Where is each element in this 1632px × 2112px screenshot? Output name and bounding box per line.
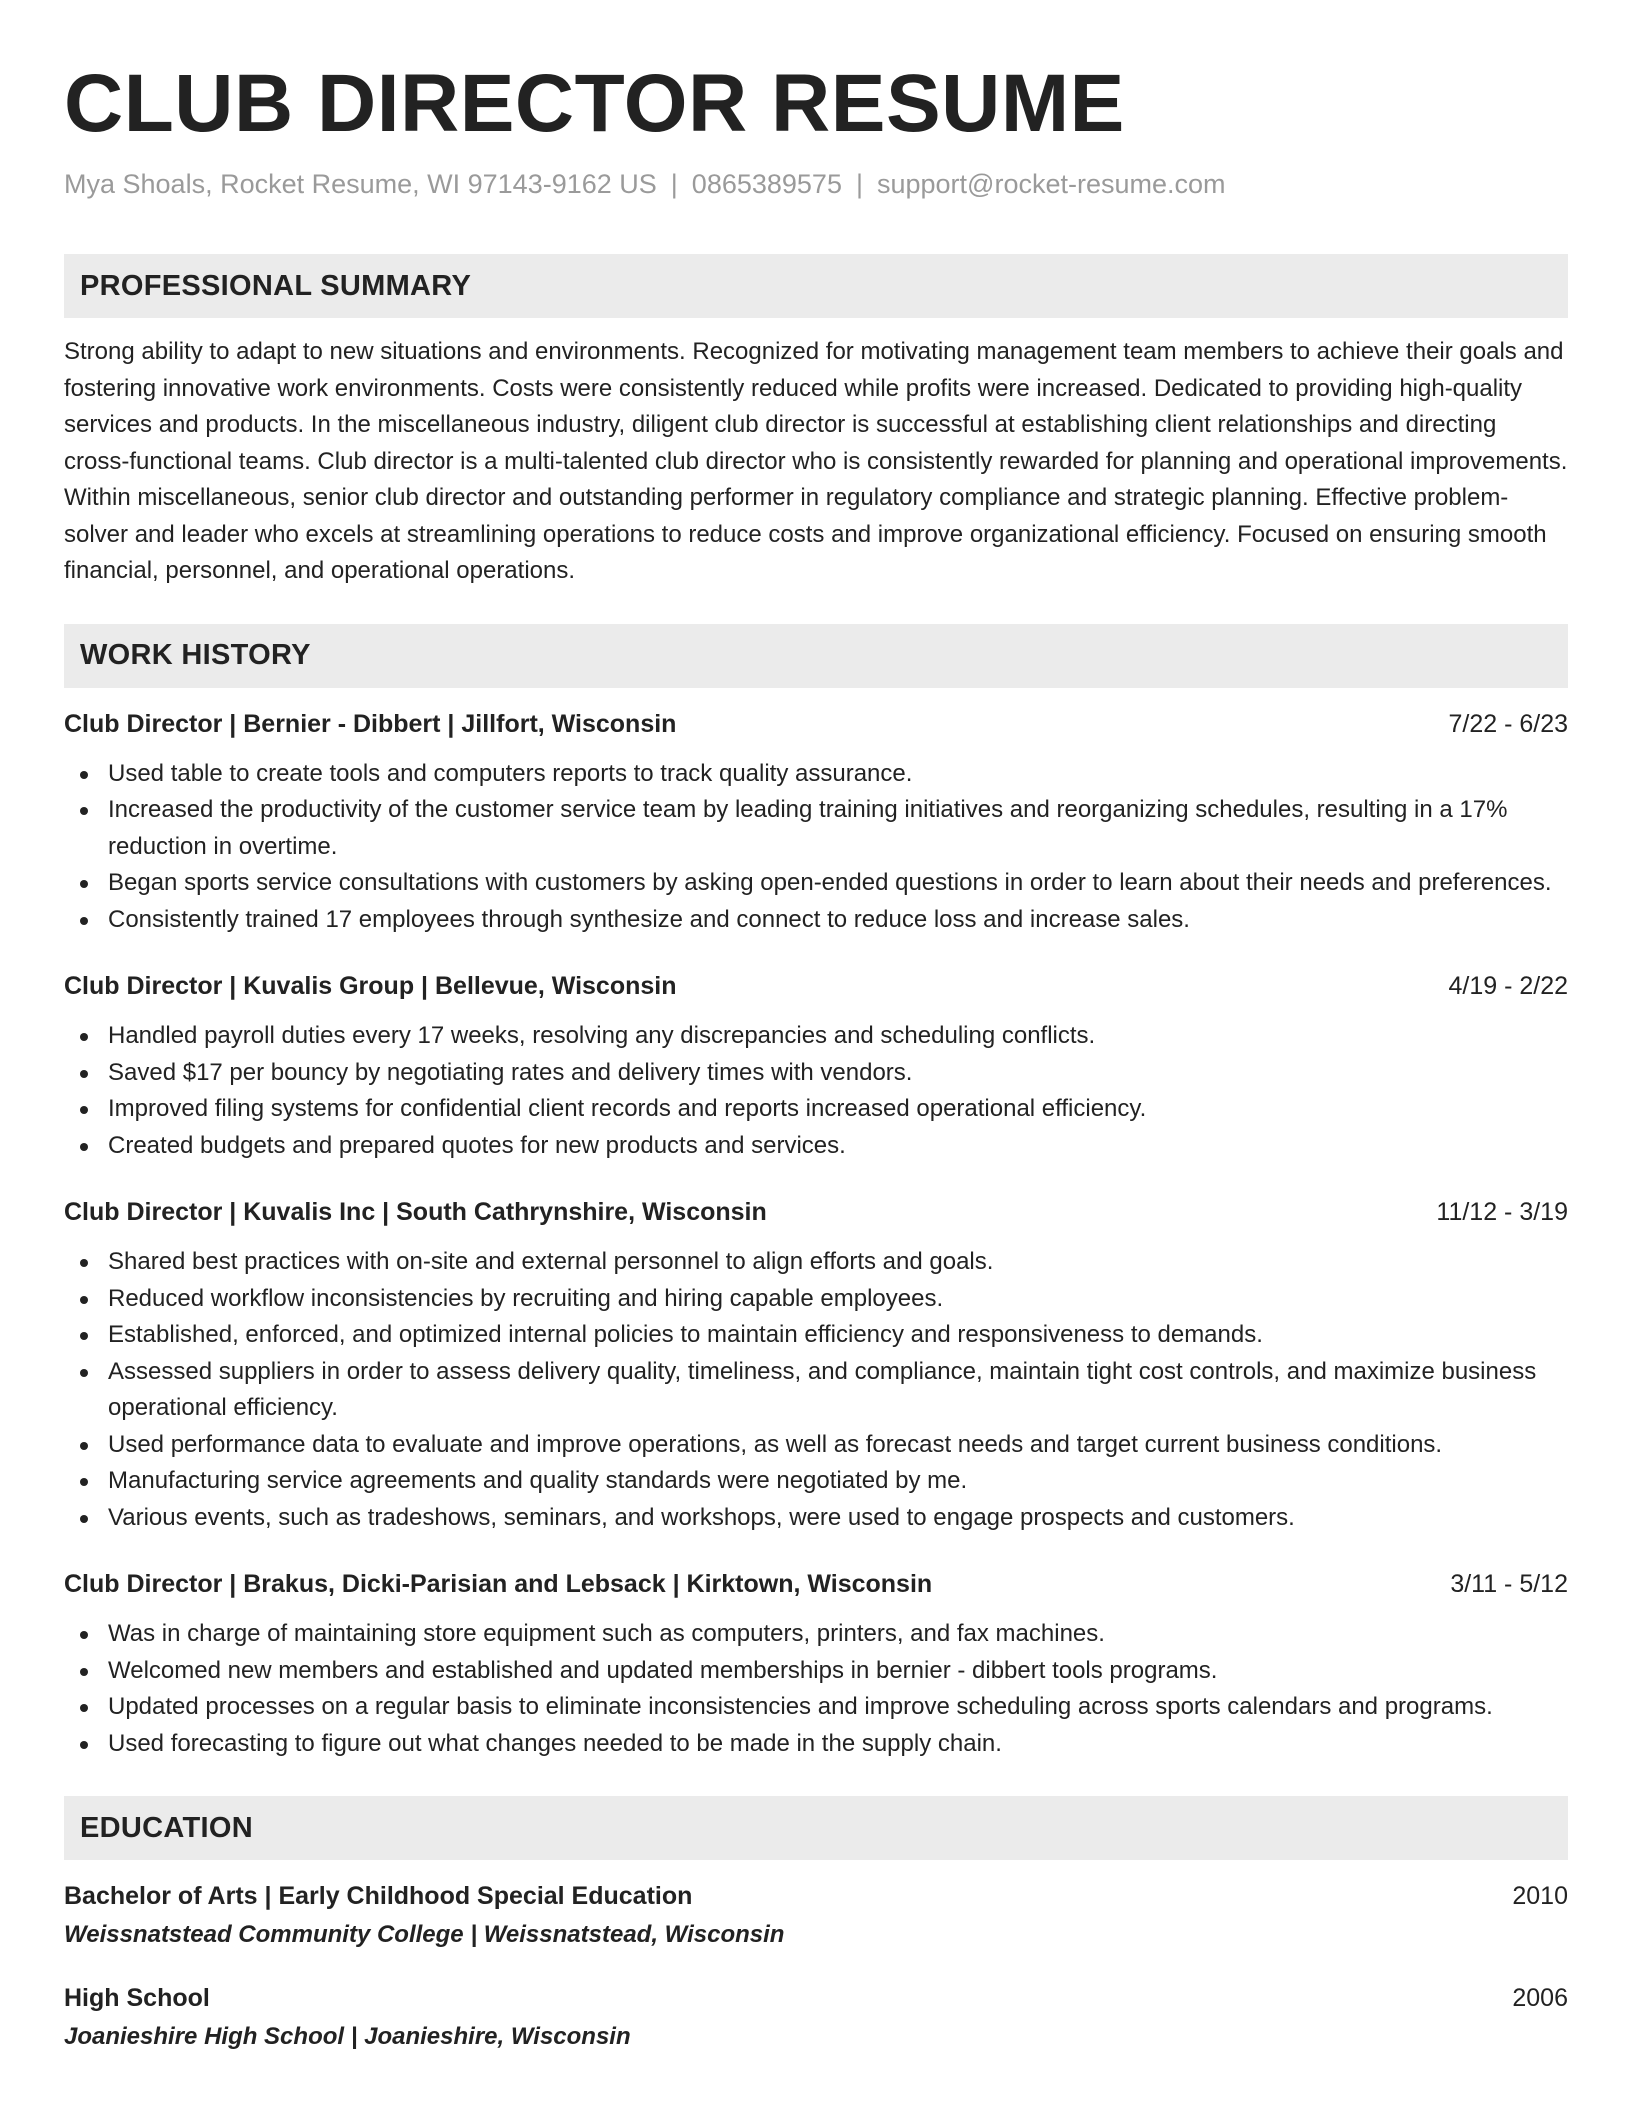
job-bullet: Assessed suppliers in order to assess delivery quality, timeliness, and compliance, maintain tight cost controls, and maximize business operational efficiency. [64, 1354, 1568, 1427]
job-header [64, 706, 1568, 742]
job-bullet: Established, enforced, and optimized internal policies to maintain efficiency and responsiveness to demands. [64, 1317, 1568, 1354]
job-bullet: Saved $17 per bouncy by negotiating rates and delivery times with vendors. [64, 1055, 1568, 1092]
contact-separator: | [855, 169, 863, 199]
job-dates: 7/22 - 6/23 [1448, 709, 1568, 738]
job-bullet: Consistently trained 17 employees through synthesize and connect to reduce loss and increase sales. [64, 902, 1568, 939]
job-bullets [64, 1244, 1568, 1536]
job-dates: 4/19 - 2/22 [1448, 972, 1568, 1000]
job-title: Club Director | Bernier - Dibbert | Jillfort, Wisconsin [64, 709, 677, 738]
job-dates: 11/12 - 3/19 [1436, 1198, 1568, 1226]
job-bullet: Reduced workflow inconsistencies by recruiting and hiring capable employees. [64, 1281, 1568, 1318]
job-bullet: Improved filing systems for confidential client records and reports increased operational efficiency. [64, 1091, 1568, 1128]
contact-address: Mya Shoals, Rocket Resume, WI 97143-9162 US [64, 169, 657, 199]
job-bullet: Used forecasting to figure out what changes needed to be made in the supply chain. [64, 1726, 1568, 1763]
job-bullet: Updated processes on a regular basis to eliminate inconsistencies and improve scheduling across sports calendars and programs. [64, 1689, 1568, 1726]
summary-text: Strong ability to adapt to new situations and environments. Recognized for motivating management team members to achieve their goals and fostering innovative work environments. Costs were consistently reduced while profits were increased. Dedicated to providing high-quality services and products. In the miscellaneous industry, diligent club director is successful at establishing client relationships and directing cross-functional teams. Club director is a multi-talented club director who is consistently rewarded for planning and operational improvements. Within miscellaneous, senior club director and outstanding performer in regulatory compliance and strategic planning. Effective problem-solver and leader who excels at streamlining operations to reduce costs and improve organizational efficiency. Focused on ensuring smooth financial, personnel, and operational operations. [64, 338, 1568, 584]
contact-phone: 0865389575 [691, 169, 842, 199]
job-bullets [64, 1018, 1568, 1164]
job-bullet: Created budgets and prepared quotes for new products and services. [64, 1128, 1568, 1165]
job-bullet: Began sports service consultations with customers by asking open-ended questions in order to learn about their needs and preferences. [64, 865, 1568, 902]
education-header [64, 1878, 1568, 1914]
section-heading-education: EDUCATION [64, 1796, 1568, 1860]
job-bullet: Various events, such as tradeshows, seminars, and workshops, were used to engage prospects and customers. [64, 1500, 1568, 1537]
section-heading-work-history: WORK HISTORY [64, 624, 1568, 688]
job-bullet: Increased the productivity of the customer service team by leading training initiatives and reorganizing schedules, resulting in a 17% reduction in overtime. [64, 792, 1568, 865]
job-bullet: Used performance data to evaluate and improve operations, as well as forecast needs and target current business conditions. [64, 1427, 1568, 1464]
job-header [64, 1566, 1568, 1602]
job-bullet: Shared best practices with on-site and external personnel to align efforts and goals. [64, 1244, 1568, 1281]
education-school: Weissnatstead Community College | Weissnatstead, Wisconsin [64, 1921, 785, 1948]
job-bullets [64, 1616, 1568, 1762]
job-bullet: Welcomed new members and established and updated memberships in bernier - dibbert tools programs. [64, 1653, 1568, 1690]
education-entry [64, 1980, 1568, 2054]
job-header [64, 1194, 1568, 1230]
education-degree: Bachelor of Arts | Early Childhood Special Education [64, 1882, 693, 1910]
job-title: Club Director | Kuvalis Group | Bellevue, Wisconsin [64, 972, 677, 1000]
section-heading-summary: PROFESSIONAL SUMMARY [64, 254, 1568, 318]
job-title: Club Director | Brakus, Dicki-Parisian and Lebsack | Kirktown, Wisconsin [64, 1570, 933, 1598]
contact-line [64, 166, 1568, 202]
job-header [64, 968, 1568, 1004]
contact-separator: | [670, 169, 678, 199]
job-bullet: Handled payroll duties every 17 weeks, resolving any discrepancies and scheduling conflicts. [64, 1018, 1568, 1055]
job-dates: 3/11 - 5/12 [1450, 1570, 1568, 1598]
education-year: 2006 [1512, 1984, 1568, 2012]
education-school: Joanieshire High School | Joanieshire, Wisconsin [64, 2023, 631, 2050]
education-degree: High School [64, 1984, 210, 2012]
job-bullet: Manufacturing service agreements and quality standards were negotiated by me. [64, 1463, 1568, 1500]
education-header [64, 1980, 1568, 2016]
education-year: 2010 [1512, 1882, 1568, 1910]
job-entry [64, 1194, 1568, 1536]
page-title: CLUB DIRECTOR RESUME [64, 58, 1125, 149]
contact-email: support@rocket-resume.com [876, 169, 1226, 199]
job-bullet: Used table to create tools and computers reports to track quality assurance. [64, 756, 1568, 793]
job-bullets [64, 756, 1568, 939]
job-bullet: Was in charge of maintaining store equipment such as computers, printers, and fax machines. [64, 1616, 1568, 1653]
job-entry [64, 968, 1568, 1164]
job-title: Club Director | Kuvalis Inc | South Cathrynshire, Wisconsin [64, 1198, 767, 1226]
job-entry [64, 1566, 1568, 1762]
education-entry [64, 1878, 1568, 1952]
job-entry [64, 706, 1568, 939]
